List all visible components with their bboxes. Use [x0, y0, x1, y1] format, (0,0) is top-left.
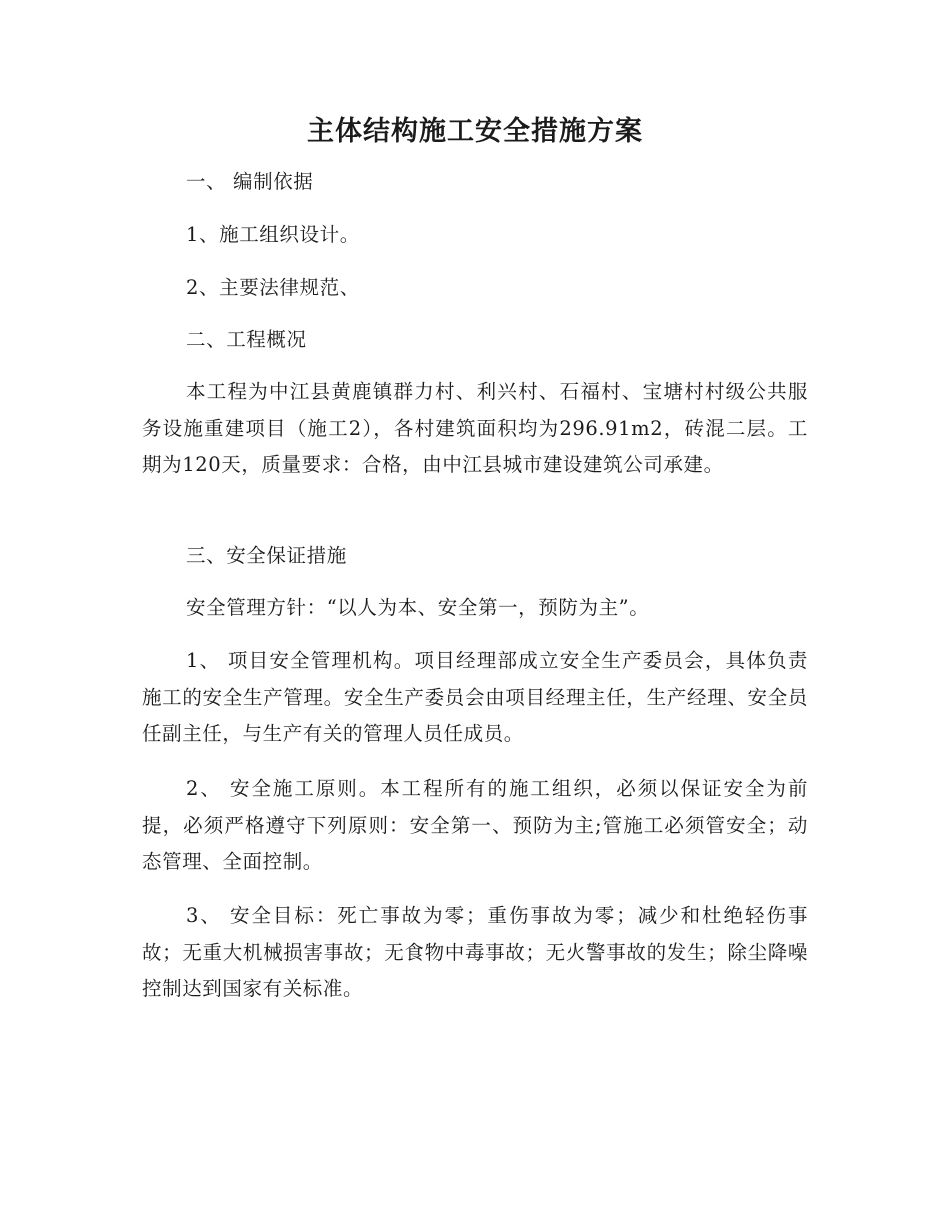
basis-item-1: 1、施工组织设计。 [186, 223, 360, 246]
safety-organization-paragraph: 1、 项目安全管理机构。项目经理部成立安全生产委员会，具体负责施工的安全生产管理。安全生产委员会由项目经理主任，生产经理、安全员任副主任，与生产有关的管理人员任成员。 [142, 649, 808, 745]
overview-paragraph: 本工程为中江县黄鹿镇群力村、利兴村、石福村、宝塘村村级公共服务设施重建项目（施工2），各村建筑面积均为296.91m2，砖混二层。工期为120天，质量要求：合格，由中江县城市建设建筑公司承建。 [142, 380, 808, 476]
safety-policy-paragraph: 安全管理方针：“以人为本、安全第一，预防为主”。 [186, 596, 650, 619]
section-heading-overview: 二、工程概况 [186, 328, 307, 351]
document-title: 主体结构施工安全措施方案 [307, 116, 643, 147]
basis-item-2: 2、主要法律规范、 [186, 276, 360, 299]
safety-target-paragraph: 3、 安全目标：死亡事故为零；重伤事故为零；减少和杜绝轻伤事故；无重大机械损害事故；无食物中毒事故；无火警事故的发生；除尘降噪控制达到国家有关标准。 [142, 904, 808, 1000]
section-heading-safety-measures: 三、安全保证措施 [186, 544, 347, 567]
safety-principle-paragraph: 2、 安全施工原则。本工程所有的施工组织，必须以保证安全为前提，必须严格遵守下列原则：安全第一、预防为主;管施工必须管安全；动态管理、全面控制。 [142, 777, 808, 873]
section-heading-basis: 一、 编制依据 [186, 170, 314, 193]
